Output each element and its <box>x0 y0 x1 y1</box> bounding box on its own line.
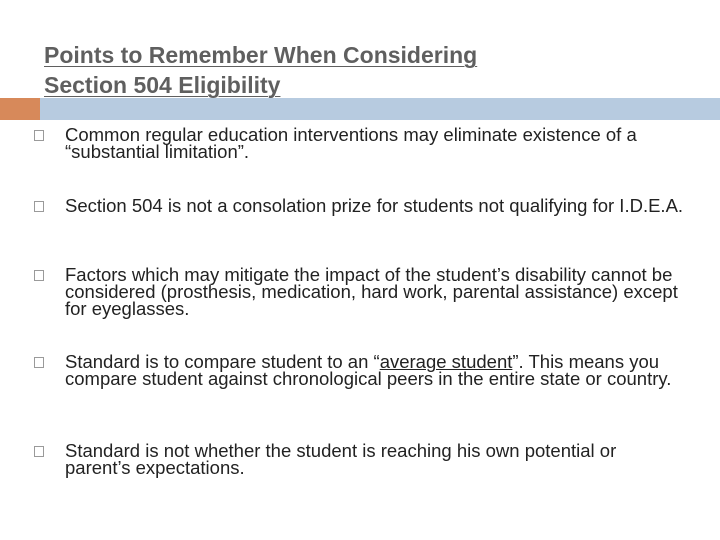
average-student-underlined: average student <box>379 351 513 372</box>
hollow-square-icon <box>34 446 44 457</box>
slide-title <box>44 40 644 100</box>
bullet-text: Section 504 is not a consolation prize for students not qualifying for I.D.E.A. <box>65 195 684 216</box>
bullet-text: Common regular education interventions may eliminate existence of a “substantial limitation”. <box>65 124 637 162</box>
bullet-text: Standard is not whether the student is reaching his own potential or parent’s expectations. <box>65 440 617 478</box>
bullet-text-after: ”. This means you compare student against chronological peers in the entire state or country. <box>65 351 672 389</box>
bullet-text-before: Standard is to compare student to an “ <box>65 351 380 372</box>
accent-bar-blue <box>40 98 720 120</box>
hollow-square-icon <box>34 201 44 212</box>
hollow-square-icon <box>34 270 44 281</box>
hollow-square-icon <box>34 130 44 141</box>
slide-title-line-2: Section 504 Eligibility <box>44 72 281 98</box>
accent-bar-orange <box>0 98 40 120</box>
bullet-text <box>65 353 685 387</box>
bullet-text: Factors which may mitigate the impact of the student’s disability cannot be considered (prosthesis, medication, hard work, parental assistance) except for eyeglasses. <box>65 264 678 319</box>
slide-title-line-1: Points to Remember When Considering <box>44 42 478 68</box>
hollow-square-icon <box>34 357 44 368</box>
